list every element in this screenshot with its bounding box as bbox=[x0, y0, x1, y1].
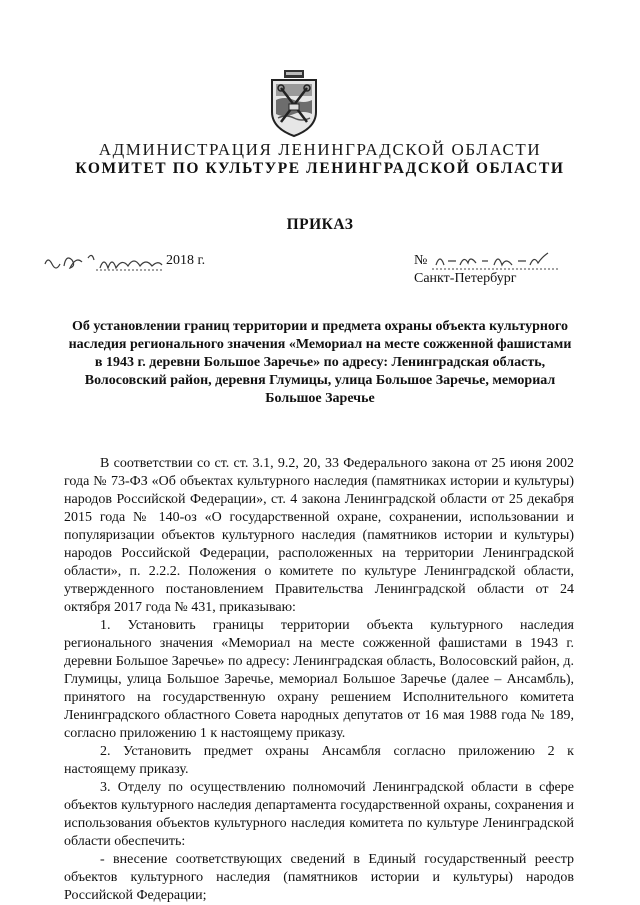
subject-line: Волосовский район, деревня Глумицы, улица Большое Заречье, мемориал bbox=[84, 373, 556, 388]
document-number bbox=[414, 253, 564, 273]
coat-of-arms-icon bbox=[264, 70, 324, 138]
order-item-2: 2. Установить предмет охраны Ансамбля согласно приложению 2 к настоящему приказу. bbox=[64, 744, 574, 777]
handwritten-number-scrawl bbox=[430, 249, 560, 273]
order-item-3: 3. Отделу по осуществлению полномочий Ленинградской области в сфере объектов культурного наследия департамента государственной охраны, сохранения и использования объектов культурного наследия комитета по культуре Ленинградской области обеспечить: bbox=[64, 780, 574, 849]
order-item-3-subitem: - внесение соответствующих сведений в Единый государственный реестр объектов культурного наследия (памятников истории и культуры) народов Российской Федерации; bbox=[64, 852, 574, 903]
number-sign: № bbox=[414, 253, 428, 268]
subject-line: наследия регионального значения «Мемориал на месте сожженной фашистами bbox=[68, 337, 572, 352]
subject-line: в 1943 г. деревни Большое Заречье» по адресу: Ленинградская область, bbox=[94, 355, 546, 370]
document-subject bbox=[50, 318, 590, 408]
subject-line: Об установлении границ территории и предмета охраны объекта культурного bbox=[72, 319, 568, 334]
date-year: 2018 г. bbox=[166, 253, 206, 268]
document-title: ПРИКАЗ bbox=[286, 216, 354, 233]
document-place: Санкт-Петербург bbox=[414, 271, 517, 286]
intro-paragraph: В соответствии со ст. ст. 3.1, 9.2, 20, 33 Федерального закона от 25 июня 2002 года № 73-ФЗ «Об объектах культурного наследия (памятниках истории и культуры) народов Российской Федерации», ст. 4 закона Ленинградской области от 25 декабря 2015 года № 140-оз «О государственной охране, сохранении, использовании и популяризации объектов культурного наследия (памятников истории и культуры) народов Российской Федерации, расположенных на территории Ленинградской области», п. 2.2.2. Положения о комитете по культуре Ленинградской области, утвержденного постановлением Правительства Ленинградской области от 24 октября 2017 года № 431, приказываю: bbox=[64, 456, 574, 615]
subject-line: Большое Заречье bbox=[265, 391, 375, 406]
org-name-line2: КОМИТЕТ ПО КУЛЬТУРЕ ЛЕНИНГРАДСКОЙ ОБЛАСТИ bbox=[75, 160, 565, 177]
handwritten-date-scrawl bbox=[42, 250, 172, 274]
document-body bbox=[64, 455, 574, 905]
document-date bbox=[42, 253, 222, 273]
order-item-1: 1. Установить границы территории объекта культурного наследия регионального значения «Мемориал на месте сожженной фашистами в 1943 г. деревни Большое Заречье» по адресу: Ленинградская область, Волосовский район, д. Глумицы, улица Большое Заречье, мемориал Большое Заречье (далее – Ансамбль), принятого на государственную охрану решением Исполнительного комитета Ленинградского областного Совета народных депутатов от 16 мая 1988 года № 189, согласно приложению 1 к настоящему приказу. bbox=[64, 618, 574, 741]
org-name-line1: АДМИНИСТРАЦИЯ ЛЕНИНГРАДСКОЙ ОБЛАСТИ bbox=[98, 140, 542, 159]
